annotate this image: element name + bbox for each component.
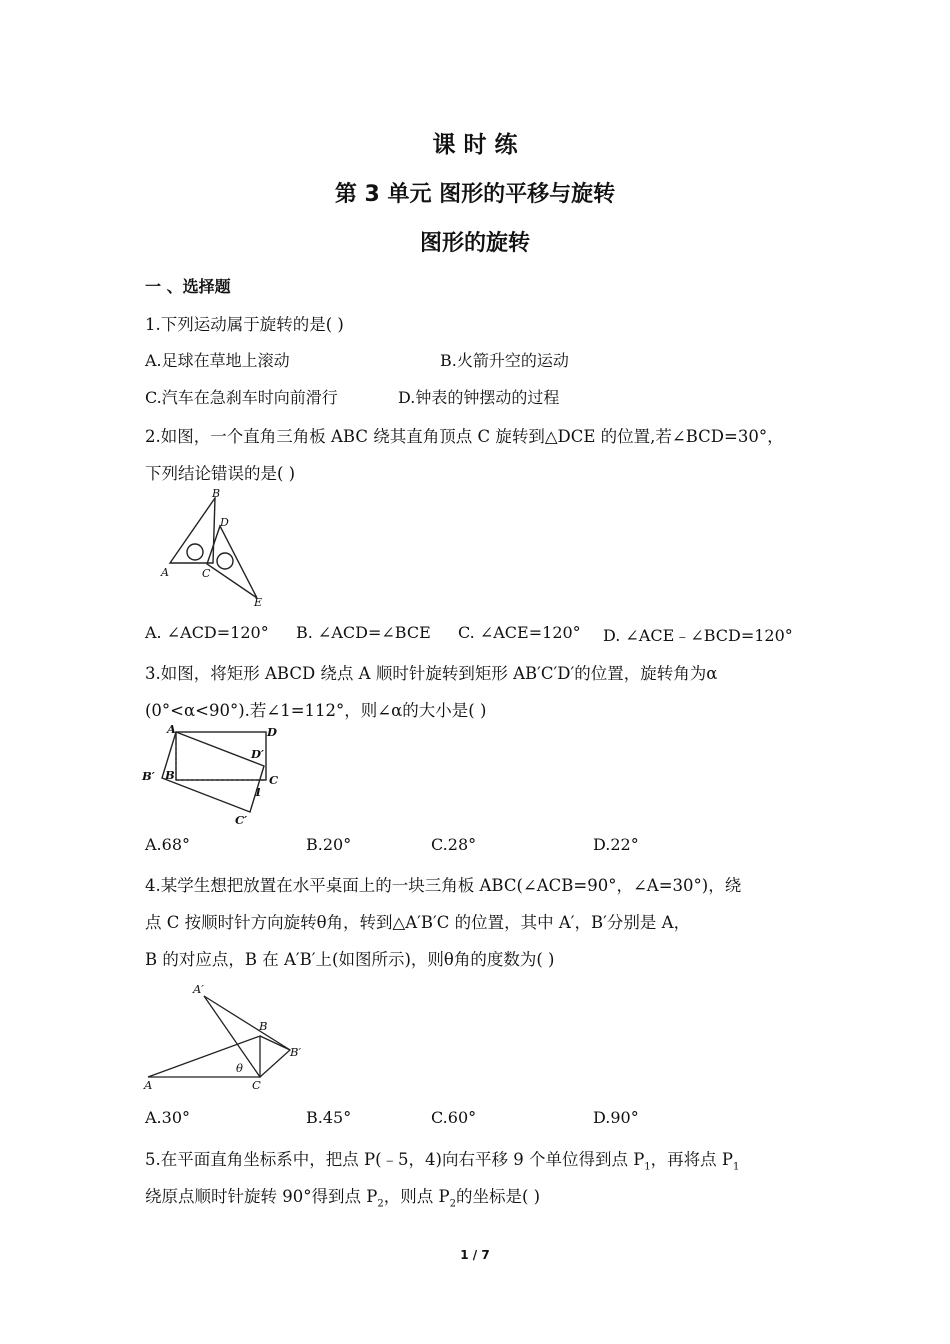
- q4-label-a-prime: A′: [193, 982, 204, 996]
- q4-label-b: B: [259, 1019, 268, 1033]
- q3-figure: [140, 720, 290, 828]
- q5-stem-line1: 5.在平面直角坐标系中，把点 P(﹣5，4)向右平移 9 个单位得到点 $P_1$，再将点 $P_1$: [145, 1150, 740, 1173]
- q4-option-b: B.45°: [306, 1108, 352, 1127]
- doc-title: 课 时 练: [432, 132, 518, 158]
- q4-stem-line1: 4.某学生想把放置在水平桌面上的一块三角板 ABC(∠ACB=90°，∠A=30°)，绕: [145, 876, 742, 895]
- q3-label-1: 1: [254, 785, 263, 799]
- q3-option-b: B.20°: [306, 835, 352, 854]
- q2-label-a: A: [161, 566, 169, 579]
- q4-label-c: C: [252, 1078, 261, 1092]
- q3-label-d: D: [267, 725, 277, 739]
- q4-stem-line3: B 的对应点，B 在 A′B′上(如图所示)，则θ角的度数为( ): [145, 950, 555, 969]
- q4-figure: [140, 978, 315, 1096]
- q2-option-c: C. ∠ACE=120°: [458, 623, 581, 642]
- q3-label-d-prime: D′: [251, 747, 265, 761]
- q2-label-e: E: [254, 596, 263, 609]
- q3-option-a: A.68°: [145, 835, 190, 854]
- q3-rectangle-ab-c-d: [162, 732, 264, 812]
- q4-label-a: A: [144, 1078, 153, 1092]
- q4-option-d: D.90°: [593, 1108, 639, 1127]
- q4-option-a: A.30°: [145, 1108, 190, 1127]
- q2-option-b: B. ∠ACD=∠BCE: [296, 623, 431, 642]
- q2-label-d: D: [220, 516, 229, 529]
- unit-title: 第 3 单元 图形的平移与旋转: [334, 182, 616, 207]
- q4-label-theta: θ: [236, 1061, 243, 1075]
- q1-option-a: A.足球在草地上滚动: [145, 351, 290, 370]
- q1-option-d: D.钟表的钟摆动的过程: [398, 388, 560, 407]
- q1-option-b: B.火箭升空的运动: [440, 351, 569, 370]
- q3-option-c: C.28°: [431, 835, 477, 854]
- q3-option-d: D.22°: [593, 835, 639, 854]
- q3-label-a: A: [167, 722, 176, 736]
- q3-stem-line1: 3.如图，将矩形 ABCD 绕点 A 顺时针旋转到矩形 AB′C′D′的位置，旋转角为α: [145, 664, 718, 683]
- q3-label-c: C: [269, 773, 279, 787]
- q2-option-d: D. ∠ACE﹣∠BCD=120°: [603, 626, 793, 645]
- q3-stem-line2: (0°<α<90°).若∠1=112°，则∠α的大小是( ): [145, 701, 487, 720]
- q2-option-a: A. ∠ACD=120°: [145, 623, 269, 642]
- q4-triangle-abc: [148, 1036, 260, 1077]
- q3-label-b: B: [165, 768, 175, 782]
- q4-triangle-a-b-c: [204, 996, 290, 1077]
- lesson-title: 图形的旋转: [419, 231, 530, 256]
- q2-figure: [155, 488, 275, 610]
- q1-stem: 1.下列运动属于旋转的是( ): [145, 315, 344, 334]
- page-number: 1 / 7: [460, 1248, 490, 1262]
- q2-stem-line2: 下列结论错误的是( ): [145, 464, 296, 483]
- q2-stem-line1: 2.如图，一个直角三角板 ABC 绕其直角顶点 C 旋转到△DCE 的位置,若∠BCD=30°，: [145, 427, 784, 446]
- q4-stem-line2: 点 C 按顺时针方向旋转θ角，转到△A′B′C 的位置，其中 A′，B′分别是 A，: [145, 913, 691, 932]
- q1-option-c: C.汽车在急刹车时向前滑行: [145, 388, 338, 407]
- q2-triangle-abc: [170, 498, 215, 563]
- q5-stem-line2: 绕原点顺时针旋转 90°得到点 $P_2$，则点 $P_2$的坐标是( ): [145, 1187, 541, 1210]
- q4-option-c: C.60°: [431, 1108, 477, 1127]
- q3-label-b-prime: B′: [142, 769, 155, 783]
- q4-label-b-prime: B′: [290, 1045, 302, 1059]
- q2-label-c: C: [202, 567, 211, 580]
- section-heading: 一 、选择题: [145, 277, 231, 296]
- q3-label-c-prime: C′: [235, 813, 248, 827]
- q2-label-b: B: [212, 488, 221, 500]
